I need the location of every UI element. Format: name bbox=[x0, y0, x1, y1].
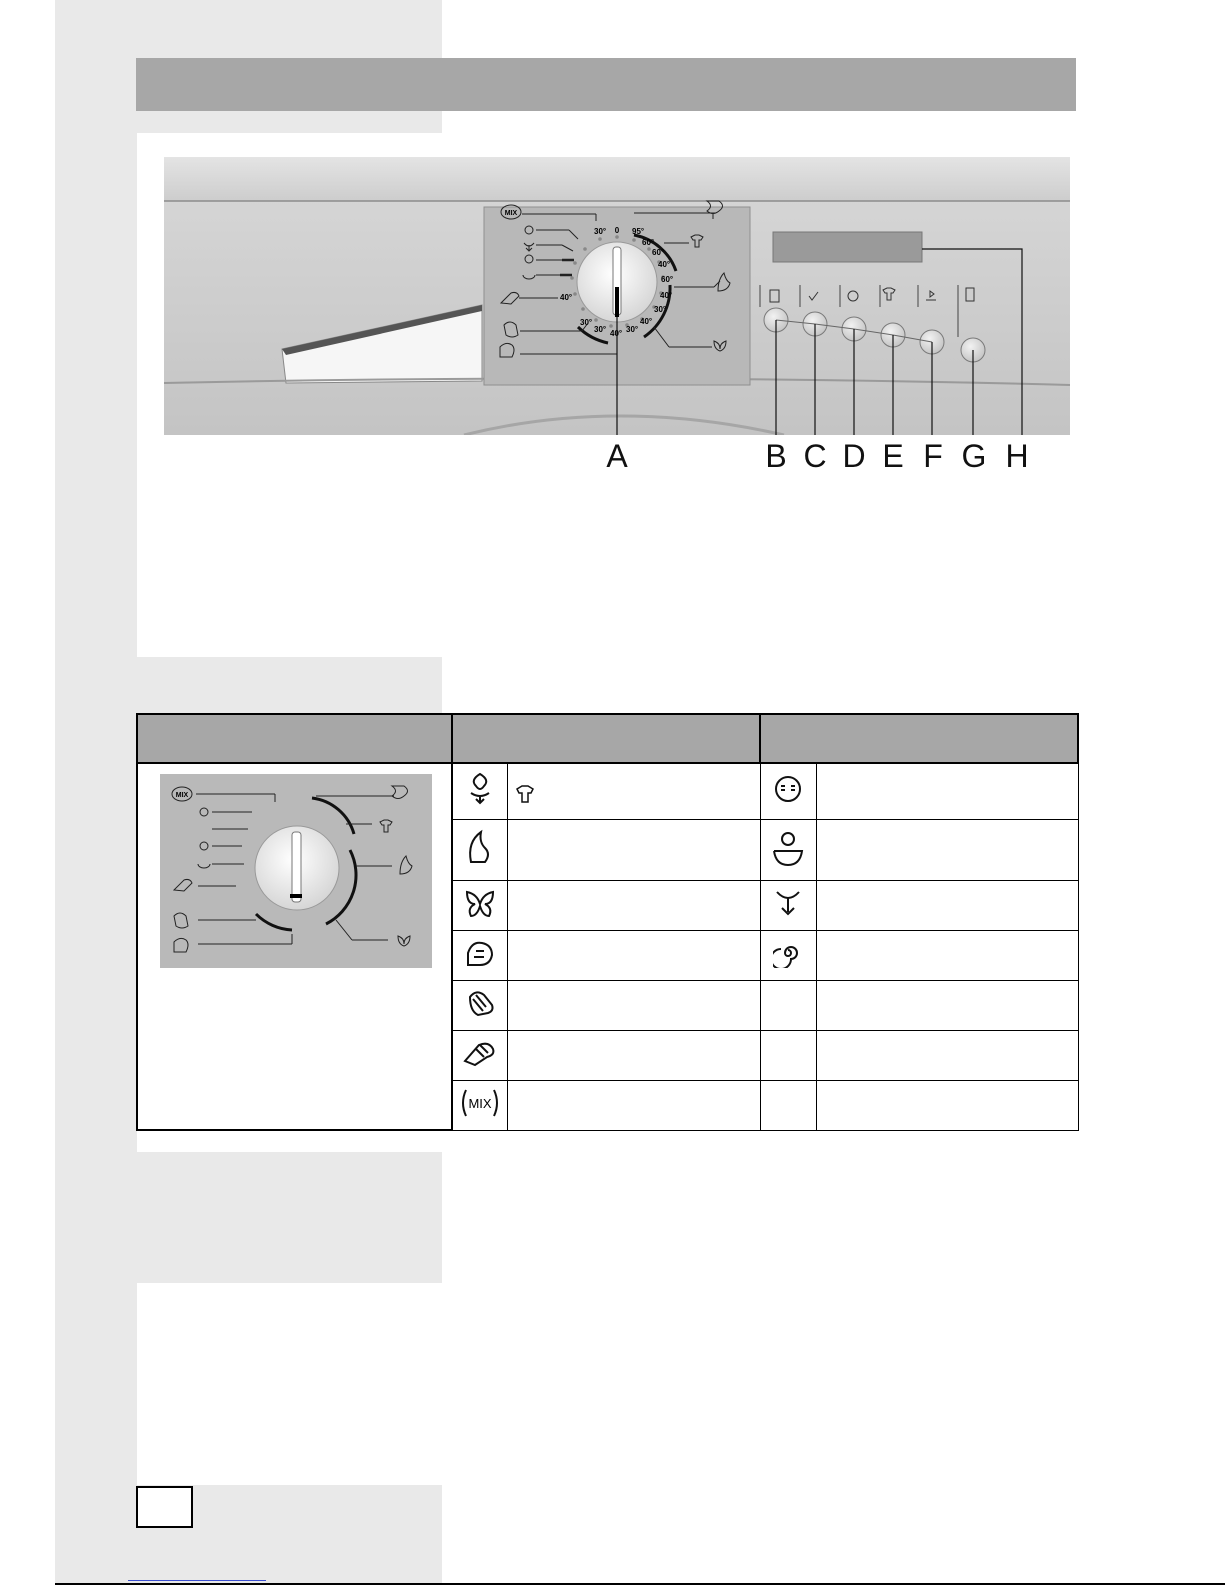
icon-cell bbox=[452, 1080, 507, 1130]
icon-cell bbox=[452, 1030, 507, 1080]
dial-label-temp: 60° bbox=[661, 275, 674, 284]
option-description-cell bbox=[816, 980, 1078, 1030]
drain-icon bbox=[773, 886, 803, 920]
flower-softener-icon bbox=[771, 827, 805, 867]
rinse-icon bbox=[771, 774, 805, 804]
program-description-cell bbox=[507, 819, 760, 880]
callout-letter: D bbox=[842, 438, 866, 474]
icon-cell bbox=[760, 819, 816, 880]
table-row bbox=[137, 763, 1078, 819]
wool-icon bbox=[464, 937, 496, 969]
mix-icon bbox=[458, 1086, 502, 1120]
shirt-icon bbox=[514, 783, 536, 805]
icon-cell bbox=[760, 1080, 816, 1130]
program-table bbox=[136, 713, 1079, 1131]
synthetic-icon bbox=[465, 828, 495, 866]
dial-label-temp: 40° bbox=[658, 260, 671, 269]
icon-cell bbox=[760, 763, 816, 819]
option-description-cell bbox=[816, 763, 1078, 819]
callout-letter: G bbox=[961, 438, 987, 474]
callout-letter: F bbox=[923, 438, 943, 474]
callout-letter: A bbox=[606, 438, 628, 474]
shoe-icon bbox=[462, 1039, 498, 1067]
icon-cell bbox=[452, 880, 507, 930]
dial-label-temp: 30° bbox=[654, 305, 667, 314]
table-header-cell bbox=[137, 714, 452, 763]
program-description-cell bbox=[507, 763, 760, 819]
option-description-cell bbox=[816, 819, 1078, 880]
dial-label-temp: 30° bbox=[594, 227, 607, 236]
callout-letter: E bbox=[882, 438, 904, 474]
dial-label-temp: 40° bbox=[660, 291, 673, 300]
white-band-mid bbox=[137, 1128, 442, 1152]
thumbnail-mix-label: MIX bbox=[175, 792, 189, 799]
table-header-cell bbox=[452, 714, 760, 763]
dial-thumbnail-cell bbox=[137, 763, 452, 1130]
hand-wash-icon bbox=[464, 987, 496, 1019]
page-number-box bbox=[136, 1486, 193, 1528]
control-panel-illustration bbox=[164, 157, 1070, 435]
section-header-bar bbox=[136, 58, 1076, 111]
option-description-cell bbox=[816, 880, 1078, 930]
icon-cell bbox=[760, 880, 816, 930]
callout-letter: C bbox=[803, 438, 827, 474]
cotton-icon bbox=[465, 771, 495, 807]
spiral-spin-icon bbox=[773, 938, 803, 968]
icon-cell bbox=[452, 980, 507, 1030]
icon-cell bbox=[452, 930, 507, 980]
dial-label-zero: 0 bbox=[614, 226, 620, 235]
dial-label-temp: 60° bbox=[642, 238, 655, 247]
callout-letter: B bbox=[765, 438, 787, 474]
program-description-cell bbox=[507, 880, 760, 930]
program-description-cell bbox=[507, 1080, 760, 1130]
dial-thumbnail bbox=[160, 774, 432, 968]
dial-label-temp: 30° bbox=[594, 325, 607, 334]
option-description-cell bbox=[816, 1030, 1078, 1080]
white-band-bottom bbox=[137, 1283, 442, 1485]
display-window bbox=[773, 232, 922, 262]
callout-letters bbox=[0, 436, 1225, 476]
icon-cell bbox=[760, 930, 816, 980]
dial-label-temp: 30° bbox=[626, 325, 639, 334]
icon-cell bbox=[452, 819, 507, 880]
program-description-cell bbox=[507, 930, 760, 980]
svg-text:MIX: MIX bbox=[504, 210, 518, 217]
mix-icon-label: MIX bbox=[468, 1095, 492, 1111]
footer-link-underline[interactable] bbox=[128, 1580, 266, 1581]
program-description-cell bbox=[507, 980, 760, 1030]
dial-label-temp: 40° bbox=[640, 317, 653, 326]
dial-label-temp: 40° bbox=[610, 329, 623, 338]
callout-letter: H bbox=[1005, 438, 1029, 474]
table-header-cell bbox=[760, 714, 1078, 763]
icon-cell bbox=[760, 980, 816, 1030]
dial-label-temp: 60° bbox=[652, 248, 665, 257]
option-description-cell bbox=[816, 930, 1078, 980]
dial-label-temp: 95° bbox=[632, 227, 645, 236]
icon-cell bbox=[760, 1030, 816, 1080]
icon-cell bbox=[452, 763, 507, 819]
butterfly-delicate-icon bbox=[463, 888, 497, 918]
dial-label-temp: 40° bbox=[560, 293, 573, 302]
dial-label-temp: 30° bbox=[580, 318, 593, 327]
option-description-cell bbox=[816, 1080, 1078, 1130]
panel-top-lip bbox=[164, 157, 1070, 201]
program-description-cell bbox=[507, 1030, 760, 1080]
